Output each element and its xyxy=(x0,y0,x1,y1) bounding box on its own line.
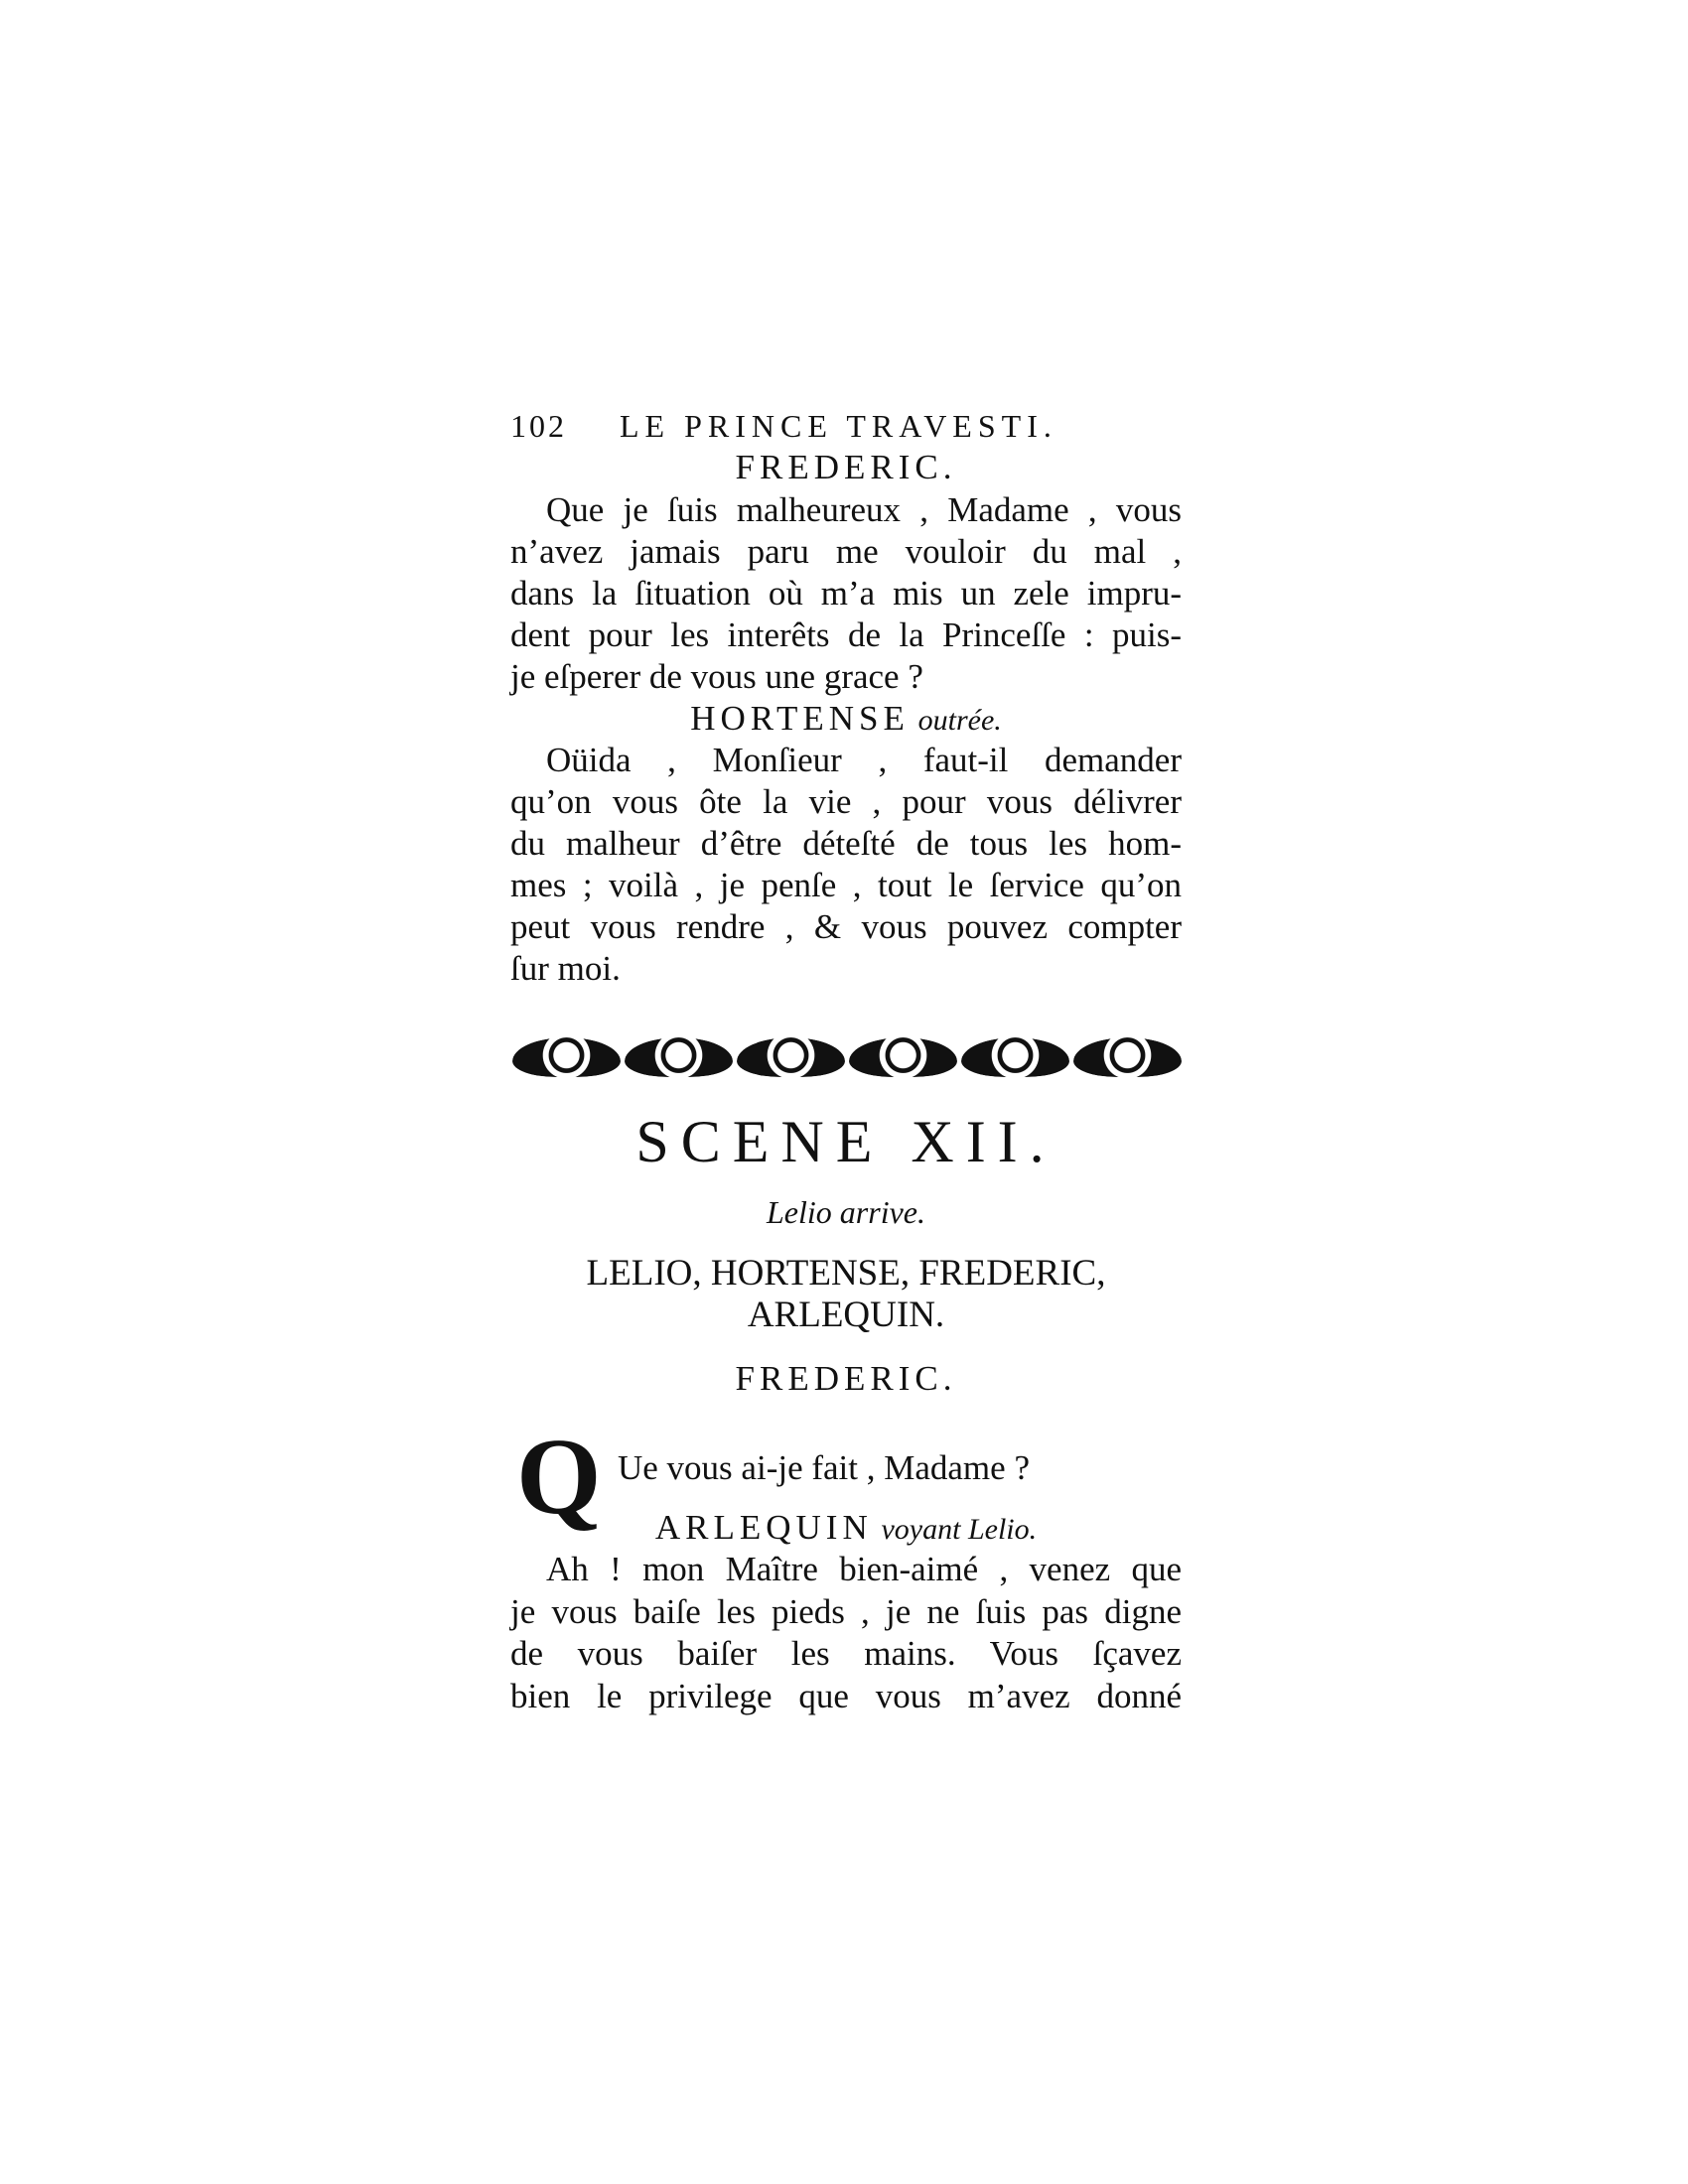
speech-line: n’avez jamais paru me vouloir du mal , xyxy=(510,532,1182,571)
page-number: 102 xyxy=(510,408,567,444)
speech-line: je vous baiſe les pieds , je ne ſuis pas digne xyxy=(510,1592,1182,1631)
speech-line: dent pour les interêts de la Princeſſe : puis- xyxy=(510,615,1182,654)
speech-line: ſur moi. xyxy=(510,949,621,988)
scene-title: SCENE XII. xyxy=(635,1109,1056,1174)
speech-line: Que je ſuis malheureux , Madame , vous xyxy=(546,490,1182,529)
speech-line: je eſperer de vous une grace ? xyxy=(510,657,923,696)
speaker-name: FREDERIC. xyxy=(735,448,957,486)
speaker-name: HORTENSE xyxy=(690,699,910,738)
speaker-heading xyxy=(510,698,1182,742)
character-list: LELIO, HORTENSE, FREDERIC, xyxy=(586,1253,1106,1294)
stage-direction: Lelio arrive. xyxy=(767,1194,925,1230)
book-title: LE PRINCE TRAVESTI. xyxy=(620,408,1057,444)
speaker-name: ARLEQUIN xyxy=(654,1508,873,1547)
speech-line: bien le privilege que vous m’avez donné xyxy=(510,1677,1182,1715)
speaker-name: FREDERIC. xyxy=(735,1359,957,1398)
speech-line: Ue vous ai-je fait , Madame ? xyxy=(618,1448,1030,1487)
speech-line: Oüida , Monſieur , faut-il demander xyxy=(546,741,1182,779)
speech-line: dans la ſituation où m’a mis un zele impru- xyxy=(510,574,1182,613)
speech-line: de vous baiſer les mains. Vous ſçavez xyxy=(510,1634,1182,1673)
drop-cap: Q xyxy=(516,1416,602,1537)
speech-line: peut vous rendre , & vous pouvez compter xyxy=(510,907,1182,946)
speech-line: mes ; voilà , je penſe , tout le ſervice qu’on xyxy=(510,866,1182,904)
speech-line: Ah ! mon Maître bien-aimé , venez que xyxy=(546,1550,1182,1588)
decorative-ornament-band xyxy=(512,1037,1182,1081)
character-list: ARLEQUIN. xyxy=(747,1295,945,1335)
speech-line: qu’on vous ôte la vie , pour vous délivrer xyxy=(510,782,1182,821)
speech-line: du malheur d’être déteſté de tous les hom- xyxy=(510,824,1182,863)
speaker-heading xyxy=(510,1507,1182,1551)
stage-direction: outrée. xyxy=(917,704,1002,737)
stage-direction: voyant Lelio. xyxy=(881,1513,1038,1546)
